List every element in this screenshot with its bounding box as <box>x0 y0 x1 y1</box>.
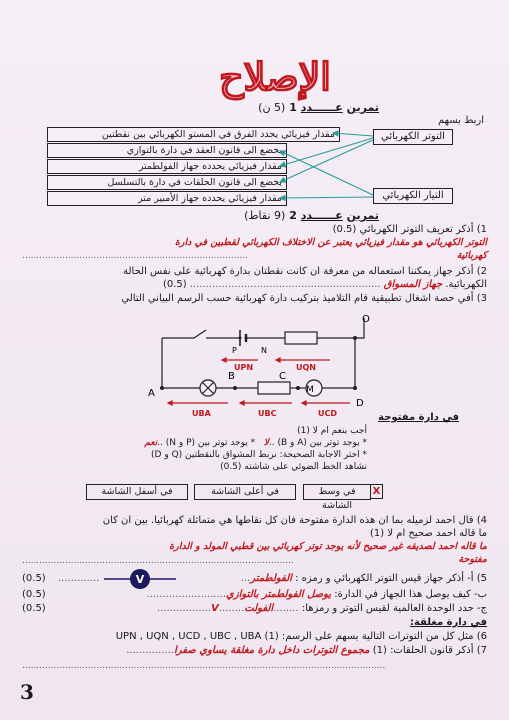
a1-line-2: كهربائية <box>456 250 487 261</box>
ex1-points: (5 ن) <box>258 101 286 114</box>
arrow-voltage-4 <box>280 140 373 182</box>
option-checkbox-checked[interactable]: X <box>370 484 383 499</box>
a5c-symbol: V <box>211 603 219 614</box>
q6-line: 6) مثل كل من التوترات التالية بسهم على الرسم: UPN , UQN , UCD , UBC , UBA (1) <box>115 631 487 642</box>
ex2-heading-count: عــــــدد <box>300 209 343 222</box>
q5a-line: 5) أ- أذكر جهاز قيس التوتر الكهربائي و رمزه : الفولطمتر... <box>240 573 487 584</box>
q1-text: 1) أذكر تعريف التوتر الكهربائي (0.5) <box>332 224 487 235</box>
q4-line-1: 4) قال احمد لزميله بما ان هذه الدارة مفتوحة فان كل نقاطها هي متماثلة كهربائيا. بين ان كان <box>102 515 487 526</box>
q5c-line: ج- حدد الوحدة العالمية لقيس التوتر و رمزها: ........الفولت........V................. <box>157 603 487 614</box>
b1-line <box>37 437 367 449</box>
matching-arrows <box>0 0 509 230</box>
ex1-item-5[interactable]: مقدار فيزيائي يحدده جهاز الأمبير متر <box>47 191 287 206</box>
q3-text: 3) أفي حصة اشغال تطبيقية قام التلاميذ بتركيب دارة كهربائية حسب الرسم البياني التالي <box>121 293 487 304</box>
b3-line: * اختر الاجابة الصحيحة: نربط المشواق بالنقطتين (Q و D) <box>151 450 367 460</box>
ex1-heading-number: 1 <box>289 101 297 114</box>
b2-text: * يوجد توتر بين (P و N) .. <box>157 438 256 448</box>
point-B: B <box>228 371 235 382</box>
switch <box>194 330 206 338</box>
point-P: P <box>232 346 237 355</box>
a4-line-1: ما قاله احمد لصديقه غير صحيح لأنه يوجد توتر كهربائي بين قطبي المولد و الدارة <box>169 541 487 552</box>
point-N: N <box>261 346 267 355</box>
q7-dots: ............................................................................................................................... <box>22 661 386 671</box>
ex1-heading-count: عــــــدد <box>300 101 343 114</box>
q2-line-2: الكهربائية. جهاز المسواق ............................................................ (0.5) <box>162 279 487 290</box>
a7-answer: مجموع التوترات داخل دارة مغلقة يساوي صفرا <box>173 645 370 656</box>
a2-answer: جهاز المسواق <box>383 279 443 290</box>
page-number: 3 <box>20 680 34 704</box>
a4-dots: ............................................................................................... <box>22 556 294 566</box>
b1-answer: لا <box>263 438 269 448</box>
a5c-answer: الفولت <box>244 603 274 614</box>
q7-line: 7) أذكر قانون الحلقات: (1) مجموع التوترات داخل دارة مغلقة يساوي صفرا............... <box>126 645 487 656</box>
ex1-item-1[interactable]: مقدار فيزيائي يحدد الفرق في المستو الكهربائي بين نقطتين <box>47 127 340 142</box>
ex2-points: (9 نقاط) <box>244 209 286 222</box>
closed-circuit-heading: في دارة مغلقة: <box>409 617 487 628</box>
arrow-voltage-3 <box>280 138 373 166</box>
q5b-points: (0.5) <box>22 589 46 600</box>
label-UQN: UQN <box>296 363 316 372</box>
resistor <box>285 332 317 344</box>
q5a-text: 5) أ- أذكر جهاز قيس التوتر الكهربائي و رمزه : <box>295 573 487 584</box>
answer-yes-no: أجب بنعم ام لا (1) <box>297 426 367 436</box>
circuit-diagram <box>140 308 380 420</box>
a5a-answer: الفولطمتر <box>250 573 292 584</box>
ex2-heading-word: تمرين <box>346 209 379 222</box>
ex1-heading-word: تمرين <box>346 101 379 114</box>
exercise-2-heading <box>199 209 379 222</box>
label-UPN: UPN <box>234 363 254 372</box>
q5c-points: (0.5) <box>22 603 46 614</box>
arrow-current-5 <box>280 197 373 198</box>
a5b-answer: يوصل الفولطمتر بالتوازي <box>226 589 332 600</box>
point-D: D <box>356 398 364 409</box>
ex2-heading-number: 2 <box>289 209 297 222</box>
q2-line-2-text: الكهربائية. <box>445 279 487 290</box>
svg-text:الإصلاح: الإصلاح <box>219 54 331 99</box>
q7-text: 7) أذكر قانون الحلقات: (1) <box>372 645 487 656</box>
label-UCD: UCD <box>318 409 338 418</box>
point-A: A <box>148 388 155 399</box>
b1-text: * يوجد توتر بين (A و B) .. <box>268 438 367 448</box>
ex1-item-2[interactable]: يخضع الى قانون العقد في دارة بالتوازي <box>47 143 287 158</box>
arrow-voltage-1 <box>333 133 373 136</box>
point-O: O <box>362 314 370 325</box>
label-voltage[interactable]: التوتر الكهربائي <box>373 129 453 145</box>
option-bottom-screen[interactable]: في أسفل الشاشة <box>86 484 188 500</box>
motor-label: M <box>306 385 314 395</box>
q5c-text: ج- حدد الوحدة العالمية لقيس التوتر و رمزها: <box>301 603 487 614</box>
ex1-instruction: اربط بسهم <box>437 115 484 126</box>
q2-points: (0.5) <box>162 279 187 290</box>
a4-line-2: مفتوحة <box>458 554 487 565</box>
b4-line: نشاهد الخط الضوئي على شاشته (0.5) <box>220 462 367 472</box>
label-current[interactable]: التيار الكهربائي <box>373 188 453 204</box>
option-middle-screen[interactable]: في وسط الشاشة <box>303 484 371 500</box>
a1-dots: ............................................................................... <box>22 251 249 261</box>
q5a-points: (0.5) <box>22 573 46 584</box>
worksheet-page: الإصلاح تمرين عــــــدد 1 (5 ن) اربط بسهم مقدار فيزيائي يحدد الفرق في المستو الكهربائي بين نقطتين يخضع الى قانون العقد في دارة بالتوازي مقدار فيزيائي يحدده جهاز الفولطمتر يخضع الى قانون الحلقات في دارة بالتسلسل مقدار فيزيائي يحدده جهاز الأمبير متر التوتر الكهربائي التيار الكهربائي تمرين عــــــدد 2 (9 نقاط) 1) أذكر تعريف التوتر الكهربائي (0.5) التوتر الكهربائي هو مقدار فيزيائي يعتبر عن الاختلاف الكهربائي لقطبين في دارة كهربائية ............................................................................... 2) أذكر جهاز يمكننا استعماله من معرفة ان كانت نقطتان بدارة كهربائية على نفس الحالة الكهربائية. جهاز المسواق ............................................................ (0.5) 3) أفي حصة اشغال تطبيقية قام التلاميذ بتركيب دارة كهربائية حسب الرسم البياني التالي M O A B C D P N UPN UQN UBA UBC UCD في دارة مفتوحة أجب بنعم ام لا (1) * يوجد توتر بين (A و B) ..لا * يوجد توتر بين (P و N) ..نعم * اختر الاجابة الصحيحة: نربط المشواق بالنقطتين (Q و D) نشاهد الخط الضوئي على شاشته (0.5) X في وسط الشاشة في أعلى الشاشة في أسفل الشاشة 4) قال احمد لزميله بما ان هذه الدارة مفتوحة فان كل نقاطها هي متماثلة كهربائيا. بين ان كان ما قاله احمد صحيح ام لا (1) ما قاله احمد لصديقه غير صحيح لأنه يوجد توتر كهربائي بين قطبي المولد و الدارة مفتوحة ............................................................................................... 5) أ- أذكر جهاز قيس التوتر الكهربائي و رمزه : الفولطمتر... (0.5) ............. V ب- كيف يوصل هذا الجهاز في الدارة: يوصل الفولطمتر بالتوازي......................... (0.5) ج- حدد الوحدة العالمية لقيس التوتر و رمزها: ........الفولت........V................. (0.5) في دارة مغلقة: 6) مثل كل من التوترات التالية بسهم على الرسم: UPN , UQN , UCD , UBC , UBA (1) 7) أذكر قانون الحلقات: (1) مجموع التوترات داخل دارة مغلقة يساوي صفرا............... ............................................................................................................................... 3 <box>0 0 509 720</box>
q4-line-2: ما قاله احمد صحيح ام لا (1) <box>370 528 487 539</box>
voltmeter-symbol-letter: V <box>135 573 145 586</box>
b2-answer: نعم <box>144 438 158 448</box>
label-UBA: UBA <box>192 409 211 418</box>
ex1-item-4[interactable]: يخضع الى قانون الحلقات في دارة بالتسلسل <box>47 175 287 190</box>
open-circuit-heading: في دارة مفتوحة <box>378 412 459 423</box>
q2-line-1: 2) أذكر جهاز يمكننا استعماله من معرفة ان كانت نقطتان بدارة كهربائية على نفس الحالة <box>123 266 487 277</box>
a1-line-1: التوتر الكهربائي هو مقدار فيزيائي يعتبر عن الاختلاف الكهربائي لقطبين في دارة <box>174 237 487 248</box>
voltmeter-symbol <box>104 568 176 590</box>
point-C: C <box>279 371 286 382</box>
resistor-2 <box>258 382 290 394</box>
q5b-text: ب- كيف يوصل هذا الجهاز في الدارة: <box>334 589 487 600</box>
arrow-current-2 <box>280 151 373 195</box>
label-UBC: UBC <box>258 409 277 418</box>
ex1-item-3[interactable]: مقدار فيزيائي يحدده جهاز الفولطمتر <box>47 159 287 174</box>
option-top-screen[interactable]: في أعلى الشاشة <box>194 484 296 500</box>
q5b-line: ب- كيف يوصل هذا الجهاز في الدارة: يوصل الفولطمتر بالتوازي......................... <box>146 589 487 600</box>
